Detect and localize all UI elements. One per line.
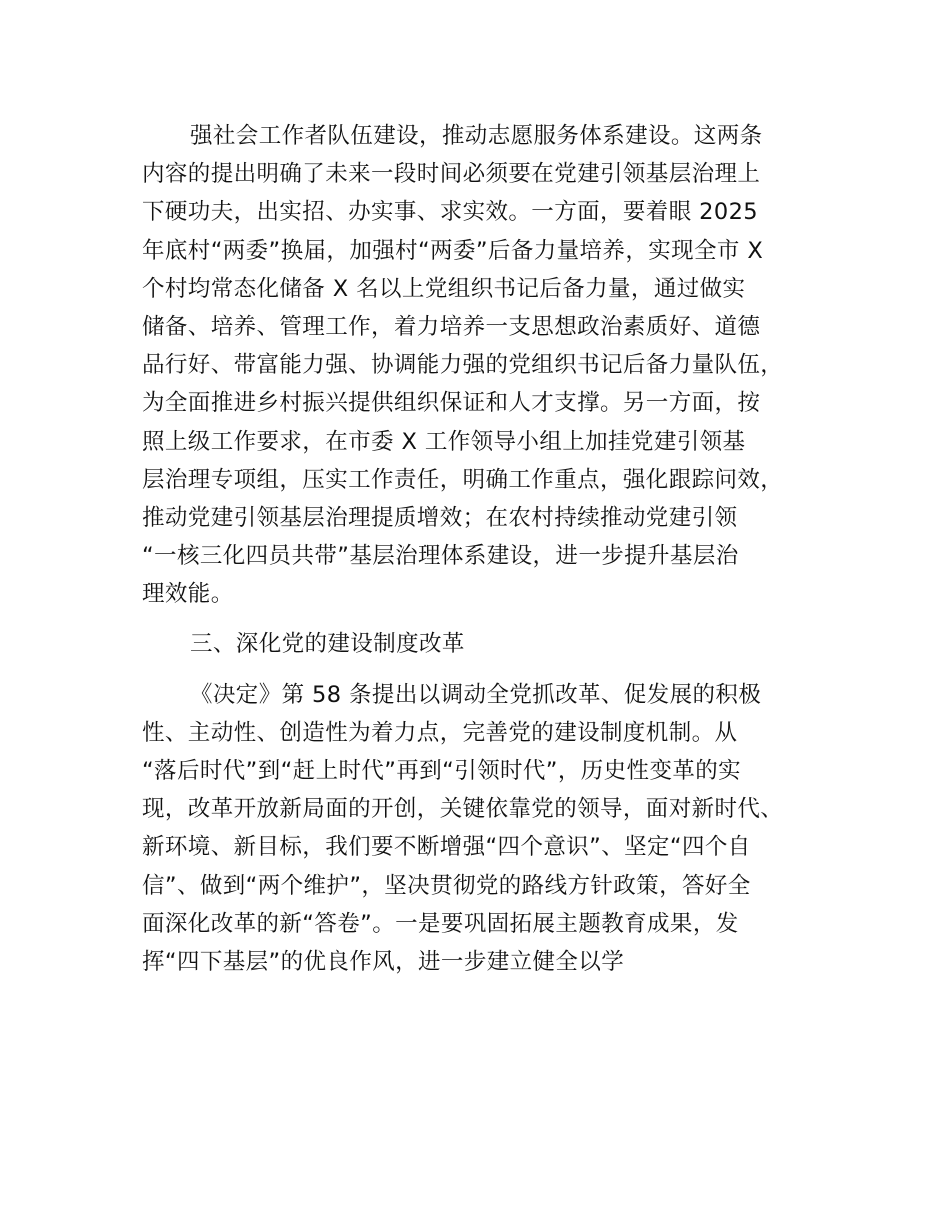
paragraph-1 xyxy=(142,117,842,613)
paragraph-2-line: 《决定》第 58 条提出以调动全党抓改革、促发展的积极 xyxy=(190,681,762,708)
document-body xyxy=(142,117,842,981)
paragraph-2-line: 信”、做到“两个维护”，坚决贯彻党的路线方针政策，答好全 xyxy=(142,872,751,899)
paragraph-1-line: 照上级工作要求，在市委 X 工作领导小组上加挂党建引领基 xyxy=(142,428,746,455)
paragraph-1-line: 下硬功夫，出实招、办实事、求实效。一方面，要着眼 2025 xyxy=(142,199,759,226)
section-heading-3 xyxy=(142,625,842,663)
paragraph-1-line: 为全面推进乡村振兴提供组织保证和人才支撑。另一方面，按 xyxy=(142,390,761,417)
paragraph-1-line: 强社会工作者队伍建设，推动志愿服务体系建设。这两条 xyxy=(190,123,763,149)
paragraph-2-line: 性、主动性、创造性为着力点，完善党的建设制度机制。从 xyxy=(142,719,738,746)
paragraph-2-line: “落后时代”到“赶上时代”再到“引领时代”，历史性变革的实 xyxy=(142,758,742,784)
paragraph-2-line: 挥“四下基层”的优良作风，进一步建立健全以学 xyxy=(142,948,625,975)
paragraph-gap xyxy=(142,664,842,676)
paragraph-1-line: 理效能。 xyxy=(142,581,234,608)
paragraph-2-line: 现，改革开放新局面的开创，关键依靠党的领导，面对新时代、 xyxy=(142,796,784,823)
paragraph-1-line: 推动党建引领基层治理提质增效；在农村持续推动党建引领 xyxy=(142,504,738,531)
paragraph-1-line: 内容的提出明确了未来一段时间必须要在党建引领基层治理上 xyxy=(142,161,761,188)
section-heading-text: 三、深化党的建设制度改革 xyxy=(190,631,465,658)
paragraph-1-line: 品行好、带富能力强、协调能力强的党组织书记后备力量队伍， xyxy=(142,352,784,379)
paragraph-1-line: “一核三化四员共带”基层治理体系建设，进一步提升基层治 xyxy=(142,543,739,570)
paragraph-2 xyxy=(142,676,842,982)
paragraph-2-line: 面深化改革的新“答卷”。一是要巩固拓展主题教育成果，发 xyxy=(142,910,739,937)
paragraph-1-line: 个村均常态化储备 X 名以上党组织书记后备力量，通过做实 xyxy=(142,275,746,302)
paragraph-2-line: 新环境、新目标，我们要不断增强“四个意识”、坚定“四个自 xyxy=(142,834,751,861)
paragraph-gap xyxy=(142,613,842,625)
paragraph-1-line: 年底村“两委”换届，加强村“两委”后备力量培养，实现全市 X xyxy=(142,237,764,264)
paragraph-1-line: 层治理专项组，压实工作责任，明确工作重点，强化跟踪问效， xyxy=(142,466,784,493)
paragraph-1-line: 储备、培养、管理工作，着力培养一支思想政治素质好、道德 xyxy=(142,313,761,340)
